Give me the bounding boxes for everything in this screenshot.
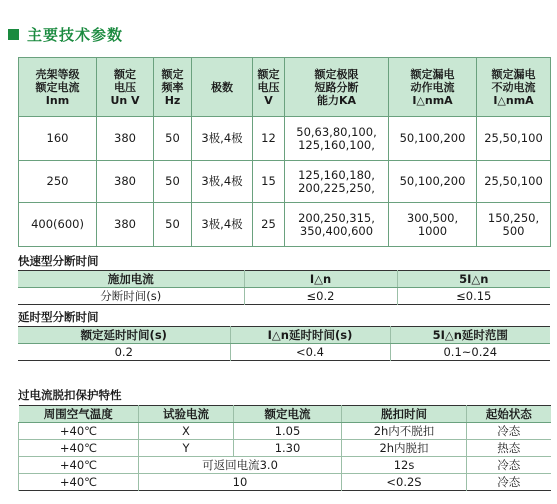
section-title: 主要技术参数	[27, 25, 124, 44]
spec-header-row	[19, 58, 551, 117]
table-cell: 热态	[467, 440, 551, 457]
table-header-cell: 试验电流	[139, 406, 234, 423]
table-cell: <0.2S	[342, 474, 467, 491]
fast-break-title: 快速型分断时间	[18, 254, 99, 268]
table-cell: 25,50,100	[477, 117, 551, 161]
table-cell: +40℃	[19, 474, 139, 491]
spec-table	[18, 57, 551, 247]
spec-header-cell: 极数	[192, 58, 253, 117]
table-cell: Y	[139, 440, 234, 457]
table-cell: 3极,4极	[192, 161, 253, 203]
table-cell: 150,250, 500	[477, 203, 551, 247]
delay-break-header-row	[18, 327, 550, 344]
fast-break-header-row	[18, 271, 550, 288]
table-cell: 25	[253, 203, 285, 247]
table-cell: 3极,4极	[192, 203, 253, 247]
table-cell: 160	[19, 117, 97, 161]
overcurrent-header-row	[19, 406, 551, 423]
table-cell: 可返回电流3.0	[139, 457, 342, 474]
table-row	[19, 423, 551, 440]
table-cell: 0.2	[114, 345, 133, 359]
table-cell: 3极,4极	[192, 117, 253, 161]
table-row	[19, 474, 551, 491]
spec-header-cell: 额定极限 短路分断 能力KA	[285, 58, 389, 117]
table-cell: X	[139, 423, 234, 440]
table-cell: +40℃	[19, 440, 139, 457]
table-cell: 250	[19, 161, 97, 203]
table-cell: 冷态	[467, 423, 551, 440]
table-row	[19, 117, 551, 161]
table-cell: 12s	[342, 457, 467, 474]
table-header-cell: I△n	[244, 271, 397, 288]
table-header-cell: 脱扣时间	[342, 406, 467, 423]
table-cell: 25,50,100	[477, 161, 551, 203]
table-cell: 0.1~0.24	[390, 344, 550, 361]
overcurrent-title: 过电流脱扣保护特性	[18, 388, 122, 402]
delay-break-title: 延时型分断时间	[18, 310, 99, 324]
table-cell: 400(600)	[19, 203, 97, 247]
spec-header-cell: 额定 频率 Hz	[154, 58, 192, 117]
table-header-cell: 额定电流	[234, 406, 342, 423]
table-cell: 50	[154, 203, 192, 247]
green-square-icon	[8, 29, 19, 40]
table-header-cell: 额定延时时间(s)	[18, 327, 230, 344]
table-header-cell: 5I△n	[397, 271, 550, 288]
table-header-cell: 起始状态	[467, 406, 551, 423]
table-cell: 50,100,200	[389, 161, 477, 203]
table-cell: 分断时间(s)	[100, 289, 162, 303]
table-cell: 50,63,80,100, 125,160,100,	[285, 117, 389, 161]
table-cell: 50	[154, 117, 192, 161]
spec-header-cell: 额定 电压 Un V	[97, 58, 154, 117]
table-cell: 冷态	[467, 457, 551, 474]
table-cell: 50,100,200	[389, 117, 477, 161]
table-cell: 冷态	[467, 474, 551, 491]
table-row	[19, 161, 551, 203]
table-cell: 125,160,180, 200,225,250,	[285, 161, 389, 203]
table-header-cell: I△n延时时间(s)	[230, 327, 390, 344]
table-cell: 10	[139, 474, 342, 491]
table-cell: <0.4	[230, 344, 390, 361]
table-cell: ≤0.15	[397, 288, 550, 305]
table-row	[18, 288, 550, 305]
table-cell: 50	[154, 161, 192, 203]
table-cell: 2h内脱扣	[342, 440, 467, 457]
table-cell: 1.05	[234, 423, 342, 440]
table-cell: 1.30	[234, 440, 342, 457]
table-cell: 380	[97, 203, 154, 247]
spec-header-cell: 壳架等级 额定电流 Inm	[19, 58, 97, 117]
spec-header-cell: 额定 电压 V	[253, 58, 285, 117]
table-cell: 15	[253, 161, 285, 203]
table-cell: 300,500, 1000	[389, 203, 477, 247]
table-cell: 200,250,315, 350,400,600	[285, 203, 389, 247]
section-header	[8, 24, 123, 44]
table-row	[19, 203, 551, 247]
table-header-cell: 5I△n延时范围	[390, 327, 550, 344]
delay-break-table	[18, 326, 550, 361]
table-cell: +40℃	[19, 457, 139, 474]
spec-header-cell: 额定漏电 动作电流 I△nmA	[389, 58, 477, 117]
table-row	[19, 440, 551, 457]
table-cell: 12	[253, 117, 285, 161]
table-row	[18, 344, 550, 361]
table-cell: 2h内不脱扣	[342, 423, 467, 440]
table-header-cell: 周围空气温度	[19, 406, 139, 423]
fast-break-table	[18, 270, 550, 305]
table-header-cell: 施加电流	[18, 271, 244, 288]
table-cell: +40℃	[19, 423, 139, 440]
table-cell: 380	[97, 161, 154, 203]
spec-header-cell: 额定漏电 不动电流 I△nmA	[477, 58, 551, 117]
table-row	[19, 457, 551, 474]
table-cell: 380	[97, 117, 154, 161]
overcurrent-table	[18, 405, 551, 491]
table-cell: ≤0.2	[244, 288, 397, 305]
